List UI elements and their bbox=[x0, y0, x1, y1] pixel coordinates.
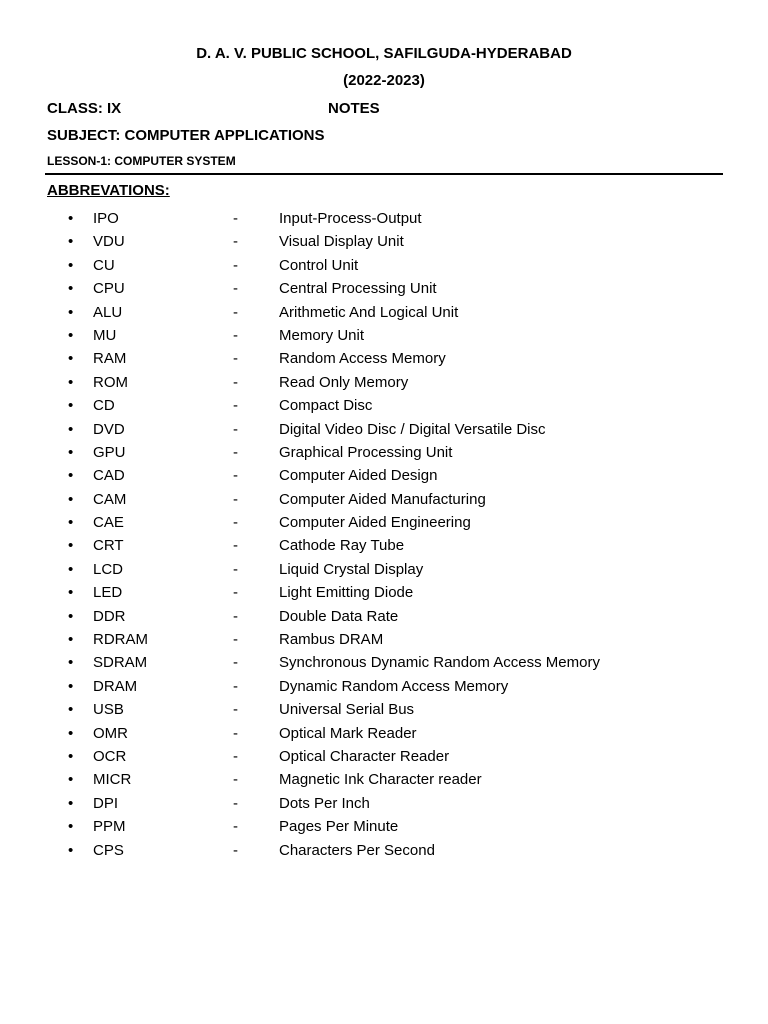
abbreviation-expansion: Graphical Processing Unit bbox=[279, 443, 453, 461]
separator-dash: - bbox=[233, 397, 238, 415]
bullet-icon: • bbox=[68, 420, 74, 438]
separator-dash: - bbox=[233, 747, 238, 765]
list-item bbox=[0, 558, 768, 581]
bullet-icon: • bbox=[68, 841, 74, 859]
class-label: CLASS: IX bbox=[47, 100, 122, 117]
abbreviation: CU bbox=[93, 256, 115, 274]
bullet-icon: • bbox=[68, 794, 74, 812]
abbreviation: CPS bbox=[93, 841, 124, 859]
separator-dash: - bbox=[233, 677, 238, 695]
abbreviation: CAM bbox=[93, 490, 127, 508]
bullet-icon: • bbox=[68, 397, 74, 415]
abbreviation-expansion: Dots Per Inch bbox=[279, 794, 370, 812]
abbreviation-expansion: Input-Process-Output bbox=[279, 210, 422, 227]
abbreviation-expansion: Pages Per Minute bbox=[279, 818, 399, 836]
bullet-icon: • bbox=[68, 490, 74, 508]
separator-dash: - bbox=[233, 350, 238, 368]
abbreviation-expansion: Synchronous Dynamic Random Access Memory bbox=[279, 654, 600, 672]
abbreviation-expansion: Double Data Rate bbox=[279, 607, 399, 625]
bullet-icon: • bbox=[68, 443, 74, 461]
list-item bbox=[0, 698, 768, 721]
bullet-icon: • bbox=[68, 467, 74, 485]
list-item bbox=[0, 628, 768, 651]
separator-dash: - bbox=[233, 701, 238, 719]
list-item bbox=[0, 277, 768, 300]
abbreviation: RDRAM bbox=[93, 631, 148, 649]
section-heading: ABBREVATIONS: bbox=[47, 182, 170, 199]
list-item bbox=[0, 207, 768, 230]
separator-dash: - bbox=[233, 373, 238, 391]
abbreviation-expansion: Rambus DRAM bbox=[279, 631, 384, 649]
separator-dash: - bbox=[233, 420, 238, 438]
abbreviation-expansion: Optical Mark Reader bbox=[279, 724, 417, 742]
abbreviation: OMR bbox=[93, 724, 128, 742]
bullet-icon: • bbox=[68, 584, 74, 602]
separator-dash: - bbox=[233, 818, 238, 836]
bullet-icon: • bbox=[68, 537, 74, 555]
abbreviation: MU bbox=[93, 326, 117, 344]
bullet-icon: • bbox=[68, 350, 74, 368]
list-item bbox=[0, 839, 768, 862]
abbreviation: OCR bbox=[93, 747, 127, 765]
abbreviation: DRAM bbox=[93, 677, 138, 695]
list-item bbox=[0, 792, 768, 815]
school-name: D. A. V. PUBLIC SCHOOL, SAFILGUDA-HYDERABAD bbox=[196, 45, 572, 62]
abbreviation: PPM bbox=[93, 818, 126, 836]
separator-dash: - bbox=[233, 233, 238, 251]
list-item bbox=[0, 254, 768, 277]
abbreviation: GPU bbox=[93, 443, 126, 461]
bullet-icon: • bbox=[68, 373, 74, 391]
bullet-icon: • bbox=[68, 303, 74, 321]
list-item bbox=[0, 441, 768, 464]
abbreviation: DDR bbox=[93, 607, 126, 625]
bullet-icon: • bbox=[68, 747, 74, 765]
separator-dash: - bbox=[233, 794, 238, 812]
abbreviation-expansion: Memory Unit bbox=[279, 326, 365, 344]
abbreviation: CAE bbox=[93, 514, 124, 532]
list-item bbox=[0, 464, 768, 487]
abbreviation-expansion: Visual Display Unit bbox=[279, 233, 404, 251]
bullet-icon: • bbox=[68, 256, 74, 274]
list-item bbox=[0, 418, 768, 441]
abbreviation-expansion: Control Unit bbox=[279, 256, 359, 274]
bullet-icon: • bbox=[68, 701, 74, 719]
abbreviation-expansion: Computer Aided Engineering bbox=[279, 514, 471, 532]
bullet-icon: • bbox=[68, 724, 74, 742]
bullet-icon: • bbox=[68, 560, 74, 578]
bullet-icon: • bbox=[68, 771, 74, 789]
abbreviation: CD bbox=[93, 397, 115, 415]
abbreviation-expansion: Liquid Crystal Display bbox=[279, 560, 424, 578]
separator-dash: - bbox=[233, 303, 238, 321]
academic-year: (2022-2023) bbox=[343, 72, 425, 89]
separator-dash: - bbox=[233, 490, 238, 508]
list-item bbox=[0, 371, 768, 394]
separator-dash: - bbox=[233, 841, 238, 859]
abbreviation: DPI bbox=[93, 794, 119, 812]
bullet-icon: • bbox=[68, 654, 74, 672]
header-divider bbox=[45, 173, 723, 175]
separator-dash: - bbox=[233, 280, 238, 298]
list-item bbox=[0, 605, 768, 628]
abbreviation: RAM bbox=[93, 350, 127, 368]
subject-label: SUBJECT: COMPUTER APPLICATIONS bbox=[47, 127, 325, 144]
separator-dash: - bbox=[233, 724, 238, 742]
separator-dash: - bbox=[233, 467, 238, 485]
abbreviation: LED bbox=[93, 584, 123, 602]
abbreviation: IPO bbox=[93, 210, 119, 227]
separator-dash: - bbox=[233, 514, 238, 532]
abbreviation-expansion: Arithmetic And Logical Unit bbox=[279, 303, 459, 321]
abbreviation-expansion: Random Access Memory bbox=[279, 350, 446, 368]
list-item bbox=[0, 324, 768, 347]
separator-dash: - bbox=[233, 631, 238, 649]
abbreviation: LCD bbox=[93, 560, 124, 578]
separator-dash: - bbox=[233, 771, 238, 789]
list-item bbox=[0, 675, 768, 698]
abbreviation: DVD bbox=[93, 420, 125, 438]
list-item bbox=[0, 581, 768, 604]
list-item bbox=[0, 488, 768, 511]
abbreviation: ALU bbox=[93, 303, 123, 321]
separator-dash: - bbox=[233, 584, 238, 602]
abbreviation: CPU bbox=[93, 280, 125, 298]
abbreviation-expansion: Optical Character Reader bbox=[279, 747, 450, 765]
separator-dash: - bbox=[233, 326, 238, 344]
abbreviation-expansion: Dynamic Random Access Memory bbox=[279, 677, 509, 695]
abbreviation: SDRAM bbox=[93, 654, 148, 672]
bullet-icon: • bbox=[68, 280, 74, 298]
bullet-icon: • bbox=[68, 631, 74, 649]
list-item bbox=[0, 230, 768, 253]
abbreviation: VDU bbox=[93, 233, 125, 251]
bullet-icon: • bbox=[68, 326, 74, 344]
abbreviation-expansion: Light Emitting Diode bbox=[279, 584, 414, 602]
separator-dash: - bbox=[233, 537, 238, 555]
abbreviation: USB bbox=[93, 701, 124, 719]
bullet-icon: • bbox=[68, 233, 74, 251]
separator-dash: - bbox=[233, 210, 238, 227]
list-item bbox=[0, 347, 768, 370]
list-item bbox=[0, 745, 768, 768]
abbreviation-expansion: Computer Aided Manufacturing bbox=[279, 490, 486, 508]
abbreviation-expansion: Compact Disc bbox=[279, 397, 373, 415]
list-item bbox=[0, 511, 768, 534]
abbreviation: MICR bbox=[93, 771, 132, 789]
abbreviation-expansion: Universal Serial Bus bbox=[279, 701, 415, 719]
abbreviation-expansion: Read Only Memory bbox=[279, 373, 409, 391]
list-item bbox=[0, 651, 768, 674]
list-item bbox=[0, 815, 768, 838]
separator-dash: - bbox=[233, 654, 238, 672]
bullet-icon: • bbox=[68, 607, 74, 625]
bullet-icon: • bbox=[68, 210, 74, 227]
separator-dash: - bbox=[233, 256, 238, 274]
bullet-icon: • bbox=[68, 677, 74, 695]
abbreviation-expansion: Magnetic Ink Character reader bbox=[279, 771, 482, 789]
bullet-icon: • bbox=[68, 818, 74, 836]
list-item bbox=[0, 768, 768, 791]
separator-dash: - bbox=[233, 560, 238, 578]
abbreviation-expansion: Computer Aided Design bbox=[279, 467, 438, 485]
list-item bbox=[0, 722, 768, 745]
notes-label: NOTES bbox=[328, 100, 380, 117]
abbreviation-expansion: Cathode Ray Tube bbox=[279, 537, 405, 555]
abbreviation: ROM bbox=[93, 373, 128, 391]
list-item bbox=[0, 301, 768, 324]
abbreviation-expansion: Central Processing Unit bbox=[279, 280, 437, 298]
abbreviation-expansion: Characters Per Second bbox=[279, 841, 435, 859]
separator-dash: - bbox=[233, 443, 238, 461]
abbreviation: CRT bbox=[93, 537, 124, 555]
list-item bbox=[0, 534, 768, 557]
abbreviation-list bbox=[0, 207, 768, 862]
abbreviation: CAD bbox=[93, 467, 125, 485]
lesson-label: LESSON-1: COMPUTER SYSTEM bbox=[47, 154, 236, 168]
bullet-icon: • bbox=[68, 514, 74, 532]
separator-dash: - bbox=[233, 607, 238, 625]
abbreviation-expansion: Digital Video Disc / Digital Versatile Disc bbox=[279, 420, 546, 438]
list-item bbox=[0, 394, 768, 417]
